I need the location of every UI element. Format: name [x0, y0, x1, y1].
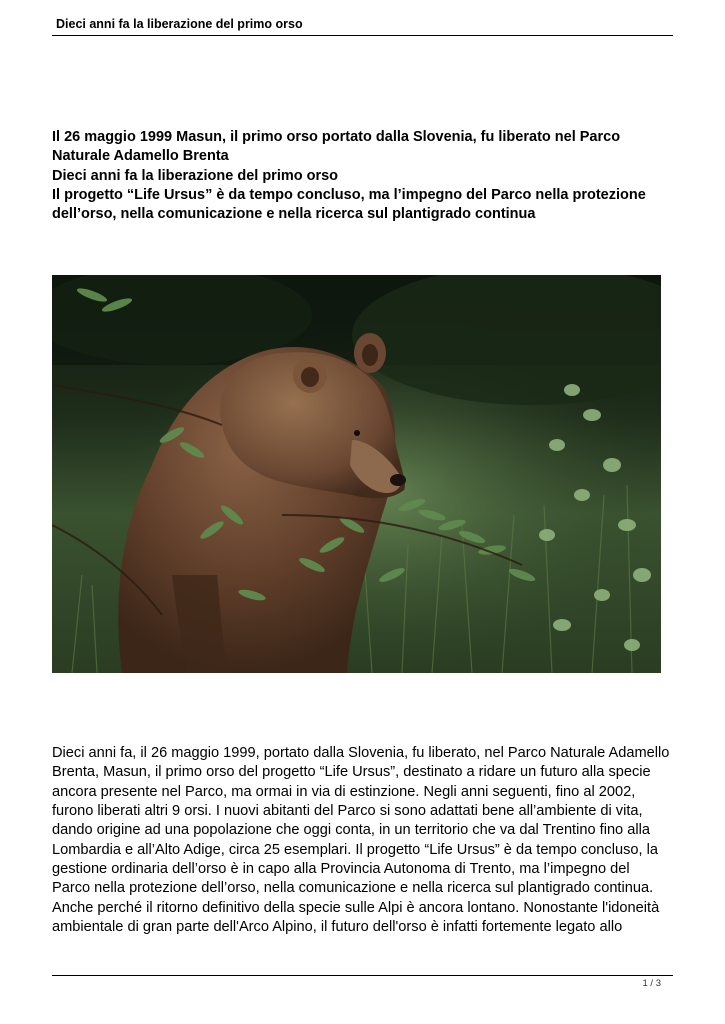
lead-line: dell’orso, nella comunicazione e nella ricerca sul plantigrado continua — [52, 206, 536, 223]
lead-line: Dieci anni fa la liberazione del primo orso — [52, 167, 339, 184]
body-line: Brenta, Masun, il primo orso del progetto “Life Ursus”, destinato a ridare un futuro alla specie — [52, 764, 651, 781]
body-line: Parco nella protezione dell’orso, nella comunicazione e nella ricerca sul plantigrado continua. — [52, 880, 654, 897]
body-line: dando origine ad una popolazione che oggi conta, in un territorio che va dal Trentino fino alla — [52, 822, 650, 839]
running-header-title: Dieci anni fa la liberazione del primo orso — [56, 17, 303, 31]
body-line: Lombardia e all’Alto Adige, circa 25 esemplari. Il progetto “Life Ursus” è da tempo concluso, la — [52, 841, 658, 858]
bear-photo-illustration — [52, 275, 661, 673]
footer-divider — [52, 975, 673, 976]
page-number: 1 / 3 — [642, 978, 661, 989]
body-line: Dieci anni fa, il 26 maggio 1999, portato dalla Slovenia, fu liberato, nel Parco Naturale Adamello — [52, 745, 670, 761]
body-line: Anche perché il ritorno definitivo della specie sulle Alpi è ancora lontano. Nonostante l'idoneità — [52, 899, 660, 916]
header-divider — [52, 35, 673, 36]
lead-line: Naturale Adamello Brenta — [52, 148, 229, 165]
bear-photo — [52, 275, 661, 673]
body-line: gestione ordinaria dell’orso è in capo alla Provincia Autonoma di Trento, ma l’impegno del — [52, 861, 630, 878]
lead-line: Il 26 maggio 1999 Masun, il primo orso portato dalla Slovenia, fu liberato nel Parco — [52, 129, 621, 145]
body-line: ambientale di gran parte dell'Arco Alpino, il futuro dell'orso è infatti fortemente legato allo — [52, 919, 623, 936]
lead-paragraph — [52, 128, 682, 224]
body-line: furono liberati altri 9 orsi. I nuovi abitanti del Parco si sono adattati bene all’ambiente di vita, — [52, 803, 643, 820]
article-body — [52, 744, 692, 937]
lead-line: Il progetto “Life Ursus” è da tempo concluso, ma l’impegno del Parco nella protezione — [52, 186, 646, 203]
body-line: ancora presente nel Parco, ma ormai in via di estinzione. Negli anni seguenti, fino al 2002, — [52, 783, 636, 800]
